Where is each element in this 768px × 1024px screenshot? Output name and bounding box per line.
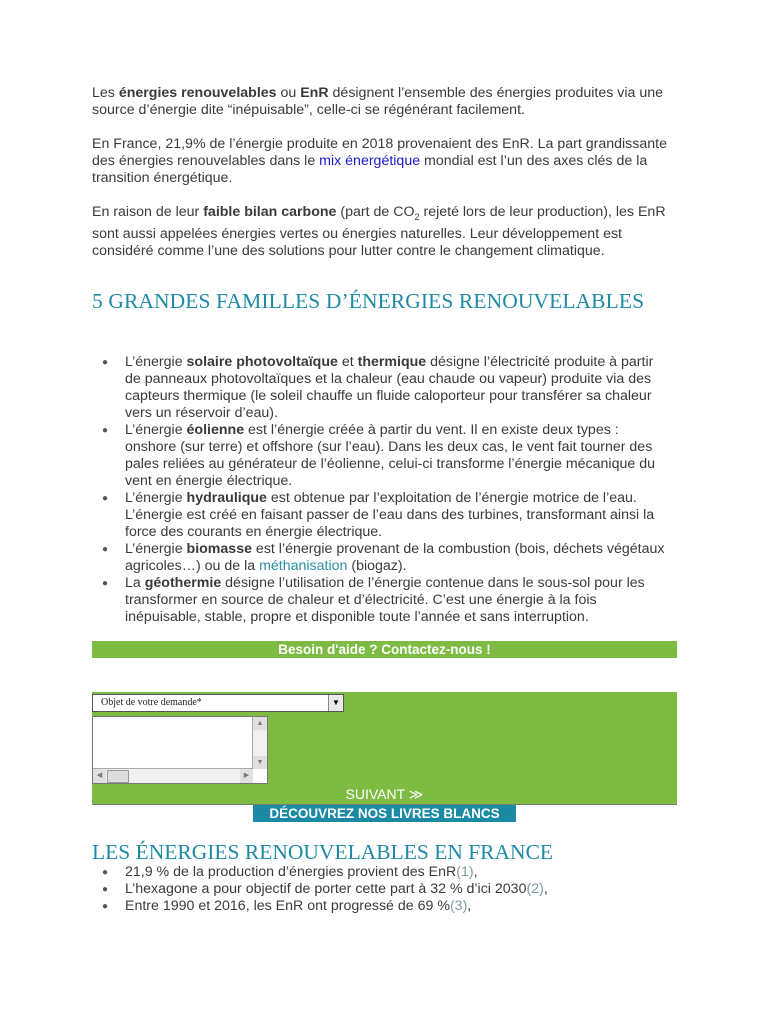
bullet-icon: ● [102, 544, 109, 555]
mix-energetique-link[interactable]: mix énergétique [319, 153, 421, 169]
scroll-down-icon[interactable]: ▼ [253, 756, 267, 769]
vertical-scrollbar[interactable] [252, 717, 267, 769]
bullet-icon: ● [102, 578, 109, 589]
bullet-icon: ● [102, 357, 109, 368]
facts-list [92, 864, 672, 915]
intro-paragraph-1: Les énergies renouvelables ou EnR désignent l’ensemble des énergies produites via une source d’énergie dite “inépuisable”, celle-ci se régénérant facilement. [92, 85, 664, 118]
scroll-left-icon[interactable]: ◀ [93, 769, 106, 783]
reference-link[interactable]: (1) [456, 864, 474, 880]
message-textarea[interactable] [92, 716, 268, 784]
reference-link[interactable]: (3) [449, 898, 468, 914]
bullet-icon: ● [102, 867, 109, 878]
list-item: ● L’énergie solaire photovoltaïque et thermique désigne l’électricité produite à partir de panneaux photovoltaïques et la chaleur (eau chaude ou vapeur) produite via des capteurs thermique (le soleil chauffe un fluide caloporteur pour transférer sa chaleur vers un réservoir d’eau). [102, 354, 654, 421]
methanisation-link[interactable]: méthanisation [259, 558, 348, 574]
list-item: ● L’énergie biomasse est l’énergie provenant de la combustion (bois, déchets végétaux agricoles…) ou de la méthanisation (biogaz). [102, 541, 665, 574]
chevron-down-icon[interactable]: ▼ [328, 695, 343, 711]
section-heading-families: 5 GRANDES FAMILLES D’ÉNERGIES RENOUVELABLES [92, 289, 645, 313]
list-item: ● L’hexagone a pour objectif de porter cette part à 32 % d’ici 2030(2), [102, 881, 548, 897]
help-contact-bar[interactable]: Besoin d'aide ? Contactez-nous ! [92, 641, 677, 658]
list-item: ● La géothermie désigne l’utilisation de l’énergie contenue dans le sous-sol pour les transformer en source de chaleur et d’électricité. C’est une énergie à la fois inépuisable, stable, propre et disponible toute l’année et sans interruption. [102, 575, 645, 625]
request-subject-select[interactable]: Objet de votre demande* ▼ [92, 694, 344, 712]
bullet-icon: ● [102, 884, 109, 895]
list-item: ● 21,9 % de la production d’énergies provient des EnR(1), [102, 864, 478, 880]
scroll-right-icon[interactable]: ▶ [240, 769, 253, 783]
scroll-up-icon[interactable]: ▲ [253, 717, 267, 730]
list-item: ● L’énergie éolienne est l’énergie créée à partir du vent. Il en existe deux types : onshore (sur terre) et offshore (sur l’eau). Dans les deux cas, le vent fait tourner des pales reliées au générateur de l’éolienne, celui-ci transforme l’énergie mécanique du vent en énergie électrique. [102, 422, 655, 489]
section-heading-france: LES ÉNERGIES RENOUVELABLES EN FRANCE [92, 840, 554, 864]
contact-form [92, 692, 677, 804]
scroll-thumb[interactable] [107, 770, 129, 783]
intro-paragraph-3: En raison de leur faible bilan carbone (part de $CO_2$ rejeté lors de leur production), les EnR sont aussi appelées énergies vertes ou énergies naturelles. Leur développement est considéré comme l’une des solutions pour lutter contre le changement climatique. [92, 204, 666, 259]
horizontal-scrollbar[interactable] [93, 768, 253, 783]
list-item: ● L’énergie hydraulique est obtenue par l’exploitation de l’énergie motrice de l’eau. L’énergie est créé en faisant passer de l’eau dans des turbines, transformant ainsi la force des courants en énergie électrique. [102, 490, 655, 540]
families-list [92, 354, 672, 626]
reference-link[interactable]: (2) [526, 881, 544, 897]
bullet-icon: ● [102, 425, 109, 436]
intro-paragraph-2: En France, 21,9% de l’énergie produite en 2018 provenaient des EnR. La part grandissante des énergies renouvelables dans le mix énergétique mondial est l’un des axes clés de la transition énergétique. [92, 136, 667, 186]
bullet-icon: ● [102, 493, 109, 504]
list-item: ● Entre 1990 et 2016, les EnR ont progressé de 69 %(3), [102, 898, 472, 914]
bullet-icon: ● [102, 901, 109, 912]
next-button[interactable]: SUIVANT ≫ [345, 786, 424, 802]
white-papers-button[interactable]: DÉCOUVREZ NOS LIVRES BLANCS [253, 805, 516, 822]
